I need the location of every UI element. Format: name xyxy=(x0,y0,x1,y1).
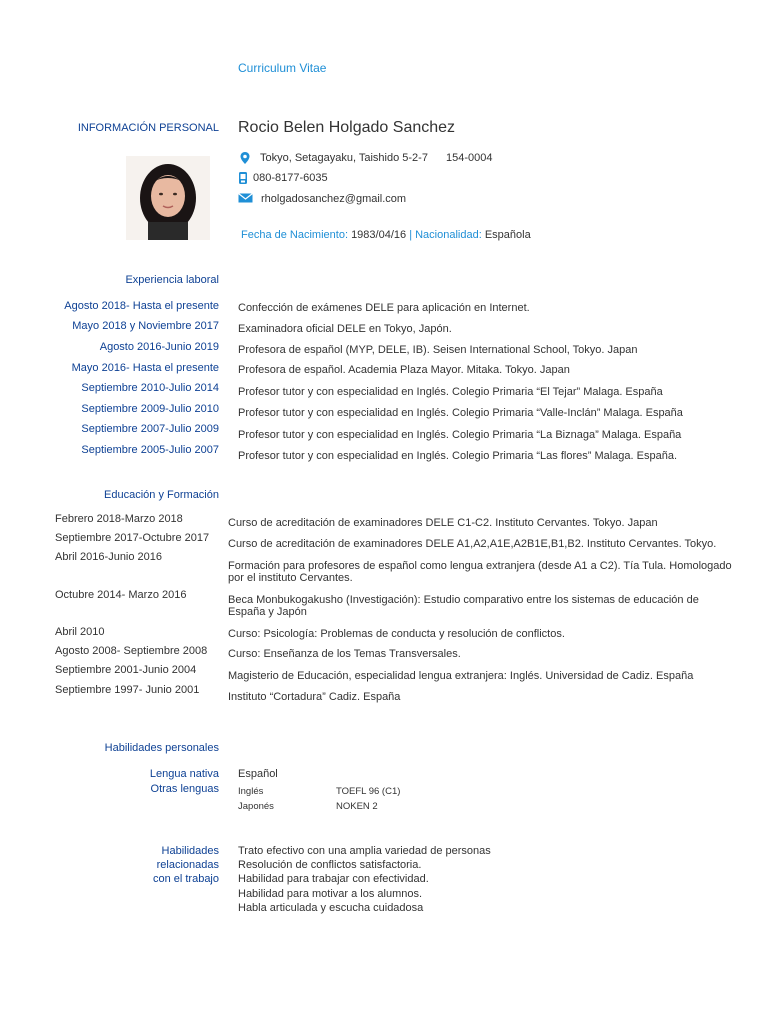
job-skill-item: Habilidad para trabajar con efectividad. xyxy=(238,873,429,885)
birth-label: Fecha de Nacimiento: xyxy=(241,229,348,241)
language-name: Inglés xyxy=(238,786,264,797)
edu-date: Febrero 2018-Marzo 2018 xyxy=(55,513,183,525)
email-row xyxy=(238,192,406,206)
edu-date: Septiembre 2001-Junio 2004 xyxy=(55,664,197,676)
person-name: Rocio Belen Holgado Sanchez xyxy=(238,119,456,136)
profile-photo xyxy=(126,156,210,240)
section-label-education: Educación y Formación xyxy=(104,489,219,501)
language-name: Japonés xyxy=(238,801,274,812)
work-desc: Examinadora oficial DELE en Tokyo, Japón. xyxy=(238,323,452,335)
birth-value: 1983/04/16 xyxy=(351,229,407,241)
work-desc: Profesor tutor y con especialidad en Inglés. Colegio Primaria “El Tejar” Malaga. España xyxy=(238,386,663,398)
work-date: Agosto 2018- Hasta el presente xyxy=(64,300,219,312)
section-label-skills: Habilidades personales xyxy=(104,742,219,754)
edu-desc: Curso de acreditación de examinadores DELE C1-C2. Instituto Cervantes. Tokyo. Japan xyxy=(228,517,658,529)
edu-date: Septiembre 2017-Octubre 2017 xyxy=(55,532,210,544)
job-skills-label-line: relacionadas xyxy=(156,859,219,871)
other-languages-label: Otras lenguas xyxy=(150,783,219,795)
phone-text: 080-8177-6035 xyxy=(253,172,328,184)
edu-desc: Magisterio de Educación, especialidad lengua extranjera: Inglés. Universidad de Cadiz. España xyxy=(228,670,694,682)
cv-title: Curriculum Vitae xyxy=(238,61,327,75)
work-date: Septiembre 2005-Julio 2007 xyxy=(81,444,219,456)
postal-code: 154-0004 xyxy=(445,152,493,164)
edu-date: Septiembre 1997- Junio 2001 xyxy=(55,684,200,696)
job-skill-item: Resolución de conflictos satisfactoria. xyxy=(238,859,422,871)
portrait-image xyxy=(126,156,210,240)
native-language-value: Español xyxy=(238,768,278,780)
nationality-label: Nacionalidad: xyxy=(415,229,482,241)
edu-desc: Curso: Enseñanza de los Temas Transversales. xyxy=(228,648,461,660)
work-date: Agosto 2016-Junio 2019 xyxy=(99,341,219,353)
nationality-value: Española xyxy=(484,229,531,241)
language-level: NOKEN 2 xyxy=(336,801,378,812)
address-row xyxy=(238,151,492,165)
edu-desc: Curso de acreditación de examinadores DELE A1,A2,A1E,A2B1E,B1,B2. Instituto Cervantes. Tokyo. xyxy=(228,538,717,550)
work-date: Mayo 2016- Hasta el presente xyxy=(71,362,219,374)
native-language-label: Lengua nativa xyxy=(149,768,219,780)
separator: | xyxy=(409,229,413,241)
edu-desc: Beca Monbukogakusho (Investigación): Estudio comparativo entre los sistemas de educación de España y Japón xyxy=(228,594,699,618)
phone-row xyxy=(238,171,328,185)
email-text[interactable]: rholgadosanchez@gmail.com xyxy=(261,193,407,205)
work-date: Septiembre 2010-Julio 2014 xyxy=(81,382,219,394)
work-date: Septiembre 2009-Julio 2010 xyxy=(81,403,219,415)
edu-desc: Instituto “Cortadura” Cadiz. España xyxy=(228,691,401,703)
work-date: Septiembre 2007-Julio 2009 xyxy=(81,423,219,435)
job-skills-label-line: Habilidades xyxy=(161,845,219,857)
location-pin-icon xyxy=(238,151,252,165)
section-label-work: Experiencia laboral xyxy=(125,274,219,286)
email-icon xyxy=(238,192,253,206)
work-desc: Profesora de español (MYP, DELE, IB). Seisen International School, Tokyo. Japan xyxy=(238,344,638,356)
work-date: Mayo 2018 y Noviembre 2017 xyxy=(72,320,219,332)
work-desc: Profesor tutor y con especialidad en Inglés. Colegio Primaria “Valle-Inclán” Malaga. España xyxy=(238,407,683,419)
work-desc: Profesor tutor y con especialidad en Inglés. Colegio Primaria “La Biznaga” Malaga. España xyxy=(238,429,682,441)
job-skill-item: Trato efectivo con una amplia variedad de personas xyxy=(238,845,491,857)
edu-date: Abril 2016-Junio 2016 xyxy=(55,551,163,563)
work-desc: Profesor tutor y con especialidad en Inglés. Colegio Primaria “Las flores” Malaga. España. xyxy=(238,450,678,462)
job-skill-item: Habla articulada y escucha cuidadosa xyxy=(238,902,424,914)
job-skill-item: Habilidad para motivar a los alumnos. xyxy=(238,888,423,900)
job-skills-label-line: con el trabajo xyxy=(152,873,219,885)
edu-desc: Curso: Psicología: Problemas de conducta y resolución de conflictos. xyxy=(228,628,565,640)
section-label-personal: INFORMACIÓN PERSONAL xyxy=(77,122,219,134)
edu-date: Agosto 2008- Septiembre 2008 xyxy=(55,645,208,657)
language-level: TOEFL 96 (C1) xyxy=(336,786,401,797)
work-desc: Profesora de español. Academia Plaza Mayor. Mitaka. Tokyo. Japan xyxy=(238,364,570,376)
edu-desc: Formación para profesores de español como lengua extranjera (desde A1 a C2). Tía Tula. Homologado por el instituto Cervantes. xyxy=(228,560,732,584)
work-desc: Confección de exámenes DELE para aplicación en Internet. xyxy=(238,302,530,314)
edu-date: Octubre 2014- Marzo 2016 xyxy=(55,589,187,601)
phone-icon xyxy=(238,171,248,185)
address-text: Tokyo, Setagayaku, Taishido 5-2-7 xyxy=(260,152,428,164)
birth-nationality-row xyxy=(241,229,531,241)
edu-date: Abril 2010 xyxy=(55,626,105,638)
